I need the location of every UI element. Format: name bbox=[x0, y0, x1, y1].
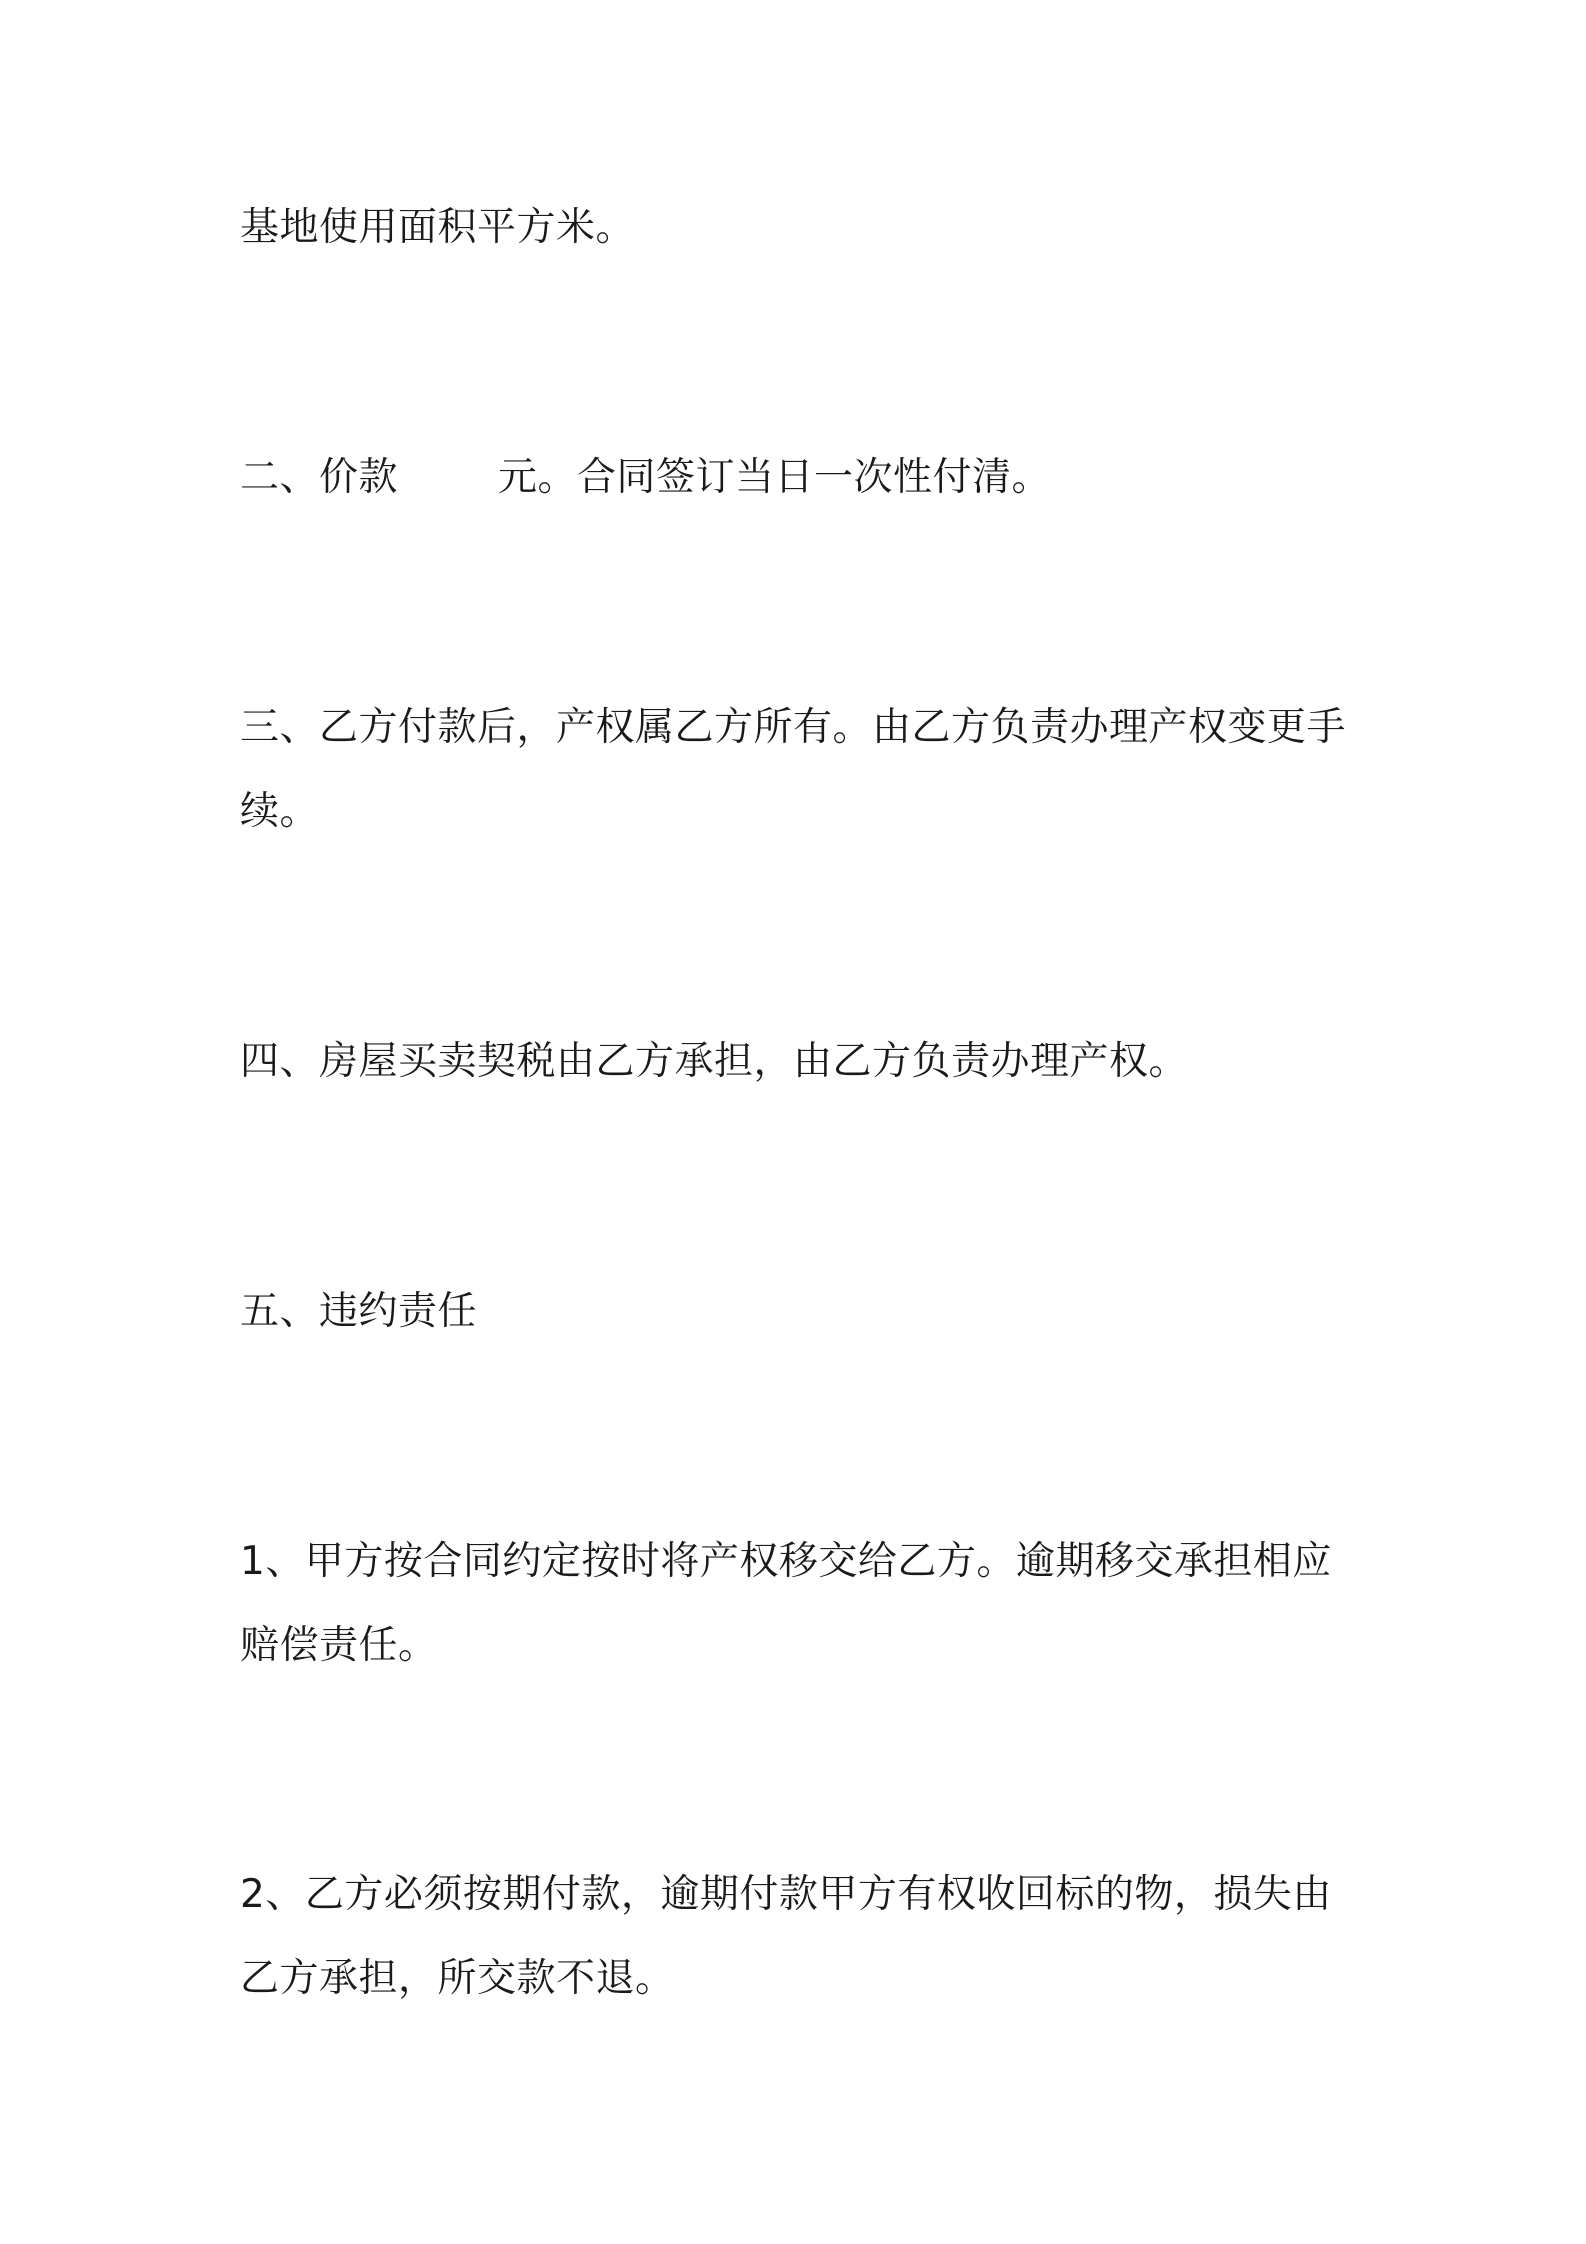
heading-breach-liability: 五、违约责任 bbox=[240, 1289, 478, 1334]
price-terms: 元。合同签订当日一次性付清。 bbox=[498, 455, 1052, 500]
price-label: 二、价款 bbox=[240, 455, 399, 500]
paragraph-liability-party-a: 1、甲方按合同约定按时将产权移交给乙方。逾期移交承担相应赔偿责任。 bbox=[240, 1539, 1332, 1668]
paragraph-price bbox=[240, 436, 1360, 520]
paragraph-liability-party-b: 2、乙方必须按期付款，逾期付款甲方有权收回标的物，损失由乙方承担，所交款不退。 bbox=[240, 1872, 1332, 2001]
paragraph-ownership-transfer: 三、乙方付款后，产权属乙方所有。由乙方负责办理产权变更手续。 bbox=[240, 705, 1347, 834]
paragraph-site-area: 基地使用面积平方米。 bbox=[240, 205, 636, 250]
paragraph-deed-tax: 四、房屋买卖契税由乙方承担，由乙方负责办理产权。 bbox=[240, 1039, 1189, 1084]
